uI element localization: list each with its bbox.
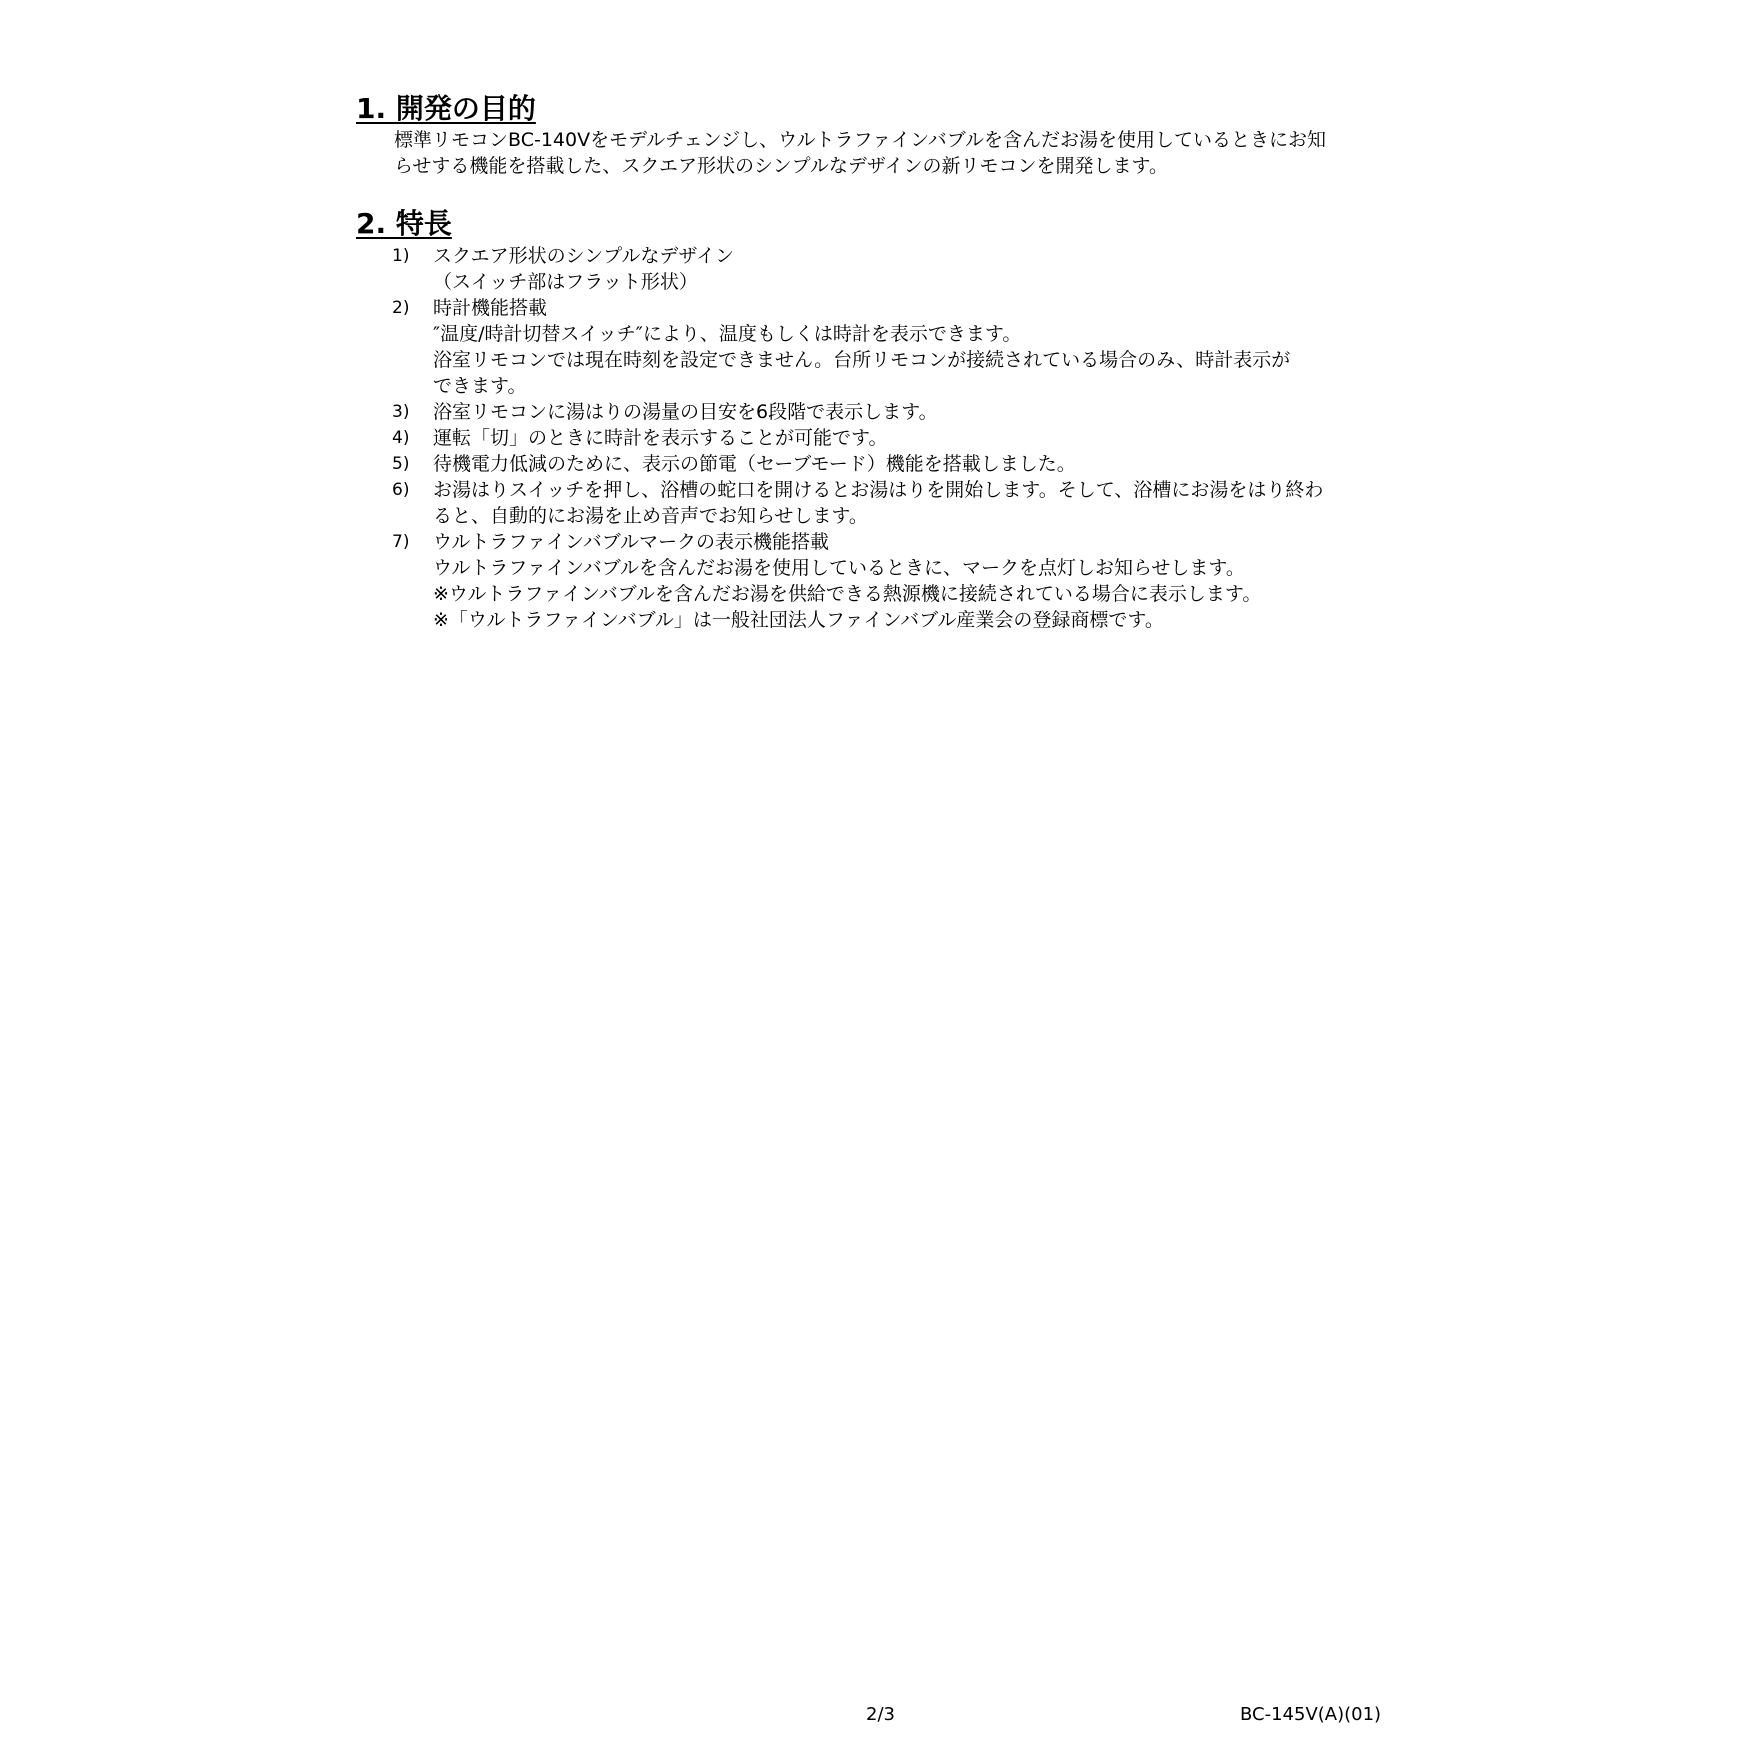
feature-item-1 [356, 243, 1323, 295]
feature-line: できます。 [433, 375, 527, 397]
feature-text [433, 425, 1323, 451]
feature-line: ウルトラファインバブルマークの表示機能搭載 [433, 531, 829, 553]
feature-line: （スイッチ部はフラット形状） [433, 271, 698, 293]
feature-line: 浴室リモコンでは現在時刻を設定できません。台所リモコンが接続されている場合のみ、時計表示が [433, 349, 1291, 371]
features-list [356, 243, 1323, 633]
feature-number: 6) [392, 480, 410, 500]
feature-text [433, 477, 1323, 529]
feature-number: 4) [392, 428, 410, 448]
feature-number: 5) [392, 454, 410, 474]
feature-line: スクエア形状のシンプルなデザイン [433, 245, 735, 267]
feature-text [433, 399, 1323, 425]
feature-number: 3) [392, 402, 410, 422]
feature-line: 運転「切」のときに時計を表示することが可能です。 [433, 427, 888, 449]
feature-item-7 [356, 529, 1323, 633]
feature-number: 1) [392, 246, 410, 266]
feature-text [433, 451, 1323, 477]
feature-number: 2) [392, 298, 410, 318]
feature-number: 7) [392, 532, 410, 552]
feature-item-3 [356, 399, 1323, 425]
page-number: 2/3 [866, 1704, 895, 1725]
feature-line: 時計機能搭載 [433, 297, 548, 319]
feature-text [433, 295, 1323, 399]
feature-line: 浴室リモコンに湯はりの湯量の目安を6段階で表示します。 [433, 401, 938, 423]
feature-line: ると、自動的にお湯を止め音声でお知らせします。 [433, 505, 868, 527]
feature-text [433, 529, 1323, 633]
section-heading-features: 2. 特長 [356, 207, 452, 240]
section-heading-purpose: 1. 開発の目的 [356, 92, 536, 125]
feature-item-2 [356, 295, 1323, 399]
feature-text [433, 243, 1323, 295]
feature-item-4 [356, 425, 1323, 451]
feature-line: ※ウルトラファインバブルを含んだお湯を供給できる熱源機に接続されている場合に表示します。 [433, 583, 1262, 605]
paragraph-line: 標準リモコンBC-140Vをモデルチェンジし、ウルトラファインバブルを含んだお湯を使用しているときにお知 [394, 129, 1327, 151]
feature-line: ″温度/時計切替スイッチ″により、温度もしくは時計を表示できます。 [433, 323, 1022, 345]
feature-line: 待機電力低減のために、表示の節電（セーブモード）機能を搭載しました。 [433, 453, 1076, 475]
feature-line: ※「ウルトラファインバブル」は一般社団法人ファインバブル産業会の登録商標です。 [433, 609, 1164, 631]
paragraph-line: らせする機能を搭載した、スクエア形状のシンプルなデザインの新リモコンを開発します。 [394, 155, 1168, 177]
feature-line: お湯はりスイッチを押し、浴槽の蛇口を開けるとお湯はりを開始します。そして、浴槽にお湯をはり終わ [433, 479, 1324, 501]
purpose-paragraph [394, 127, 1414, 179]
feature-item-5 [356, 451, 1323, 477]
feature-item-6 [356, 477, 1323, 529]
document-code: BC-145V(A)(01) [1240, 1704, 1382, 1725]
feature-line: ウルトラファインバブルを含んだお湯を使用しているときに、マークを点灯しお知らせします。 [433, 557, 1245, 579]
